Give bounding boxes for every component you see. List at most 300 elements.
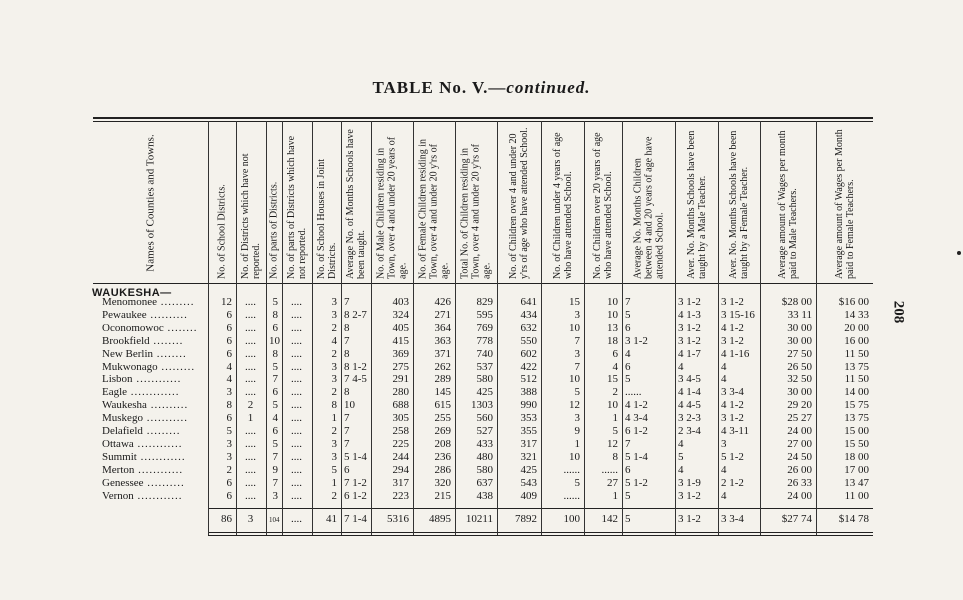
table-cell: 5 <box>678 450 684 463</box>
column-header <box>93 125 208 280</box>
table-cell: 10 <box>569 450 580 463</box>
table-cell: 8 <box>331 399 337 412</box>
table-cell: 3 <box>272 489 278 502</box>
column-header-text: No. of Children over 20 years of age who have attended School. <box>592 131 614 279</box>
table-cell: 3 15-16 <box>721 308 755 321</box>
table-cell: 262 <box>434 360 451 373</box>
table-cell: 4 <box>272 412 278 425</box>
table-cell: 637 <box>476 476 493 489</box>
table-cell: 5 1-2 <box>721 450 744 463</box>
table-cell: 7 <box>272 373 278 386</box>
leader-dots: ........ <box>163 321 198 334</box>
table-cell: .... <box>245 425 256 437</box>
table-cell: 4 <box>678 360 684 373</box>
table-cell: 5 <box>625 308 631 321</box>
table-cell: ...... <box>563 489 580 502</box>
table-cell: 2 <box>612 386 618 399</box>
table-cell: .... <box>291 347 302 360</box>
column-header-text: No. of Female Children residing in Town, over 4 and under 20 y'rs of age. <box>417 138 451 279</box>
table-cell: 26 33 <box>787 476 812 489</box>
table-cell: 4 <box>226 360 232 373</box>
table-cell: 1 <box>247 412 254 425</box>
table-cell: 3 4-5 <box>678 373 701 386</box>
table-cell: 5 <box>272 360 278 373</box>
table-cell: 8 <box>226 399 232 412</box>
column-header <box>236 125 266 280</box>
table-cell: 10 <box>344 399 355 412</box>
table-cell: .... <box>245 476 256 489</box>
table-cell: 26 50 <box>787 360 812 373</box>
table-cell: 4 <box>678 463 684 476</box>
table-cell: 236 <box>434 450 451 463</box>
table-cell: .... <box>291 425 302 437</box>
table-cell: 4 <box>331 334 337 347</box>
column-header <box>371 125 413 280</box>
leader-dots: ............ <box>133 437 183 450</box>
table-cell: 6 <box>344 463 350 476</box>
table-cell: 9 <box>574 425 580 437</box>
table-cell: 2 <box>331 321 337 334</box>
town-name: Genessee .......... <box>102 476 185 489</box>
table-cell: 7 <box>272 476 278 489</box>
table-cell: 8 <box>272 347 278 360</box>
table-cell: 1 <box>612 412 618 425</box>
table-cell: 641 <box>520 296 537 308</box>
column-header-text: Average No. Months Children between 4 and 20 years of age have attended School. <box>632 136 665 279</box>
table-cell: 2 <box>331 425 337 437</box>
table-cell: 4 1-2 <box>721 321 744 334</box>
table-cell: 8 <box>344 347 350 360</box>
table-cell: 4 1-3 <box>678 308 701 321</box>
table-cell: 4 3-11 <box>721 425 750 437</box>
table-cell: 4 <box>612 360 618 373</box>
table-cell: 13 75 <box>844 412 869 425</box>
table-cell: 7 <box>344 412 350 425</box>
table-cell: 15 <box>569 296 580 308</box>
table-cell: 4 4-5 <box>678 399 701 412</box>
table-cell: ...... <box>563 463 580 476</box>
table-cell: 632 <box>520 321 537 334</box>
table-cell: .... <box>245 386 256 399</box>
table-cell: 4 1-2 <box>721 399 744 412</box>
column-header <box>266 125 282 280</box>
table-cell: 4 <box>721 360 727 373</box>
town-name: Menomonee ......... <box>102 296 195 308</box>
town-name: Muskego ........... <box>102 412 188 425</box>
page-title <box>0 78 963 98</box>
table-top-rule-thin <box>93 121 873 122</box>
table-cell: 4 <box>721 489 727 502</box>
table-cell: 769 <box>476 321 493 334</box>
table-cell: 8 <box>272 308 278 321</box>
table-cell: 3 <box>574 347 580 360</box>
table-cell: 7 <box>344 425 350 437</box>
table-cell: 990 <box>520 399 537 412</box>
table-cell: .... <box>291 399 302 412</box>
table-cell: 2 <box>331 347 337 360</box>
table-cell: 7 <box>344 296 350 308</box>
table-cell: 5 <box>272 399 278 412</box>
total-cell: 100 <box>563 513 580 525</box>
total-cell: 10211 <box>465 513 493 525</box>
table-cell: 3 1-2 <box>721 412 744 425</box>
leader-dots: ......... <box>142 425 181 437</box>
table-cell: 3 1-2 <box>625 334 648 347</box>
table-cell: 3 <box>226 437 232 450</box>
leader-dots: .......... <box>146 399 189 412</box>
table-cell: 30 00 <box>787 334 812 347</box>
table-cell: .... <box>245 308 256 321</box>
town-name: Waukesha .......... <box>102 399 189 412</box>
table-cell: 208 <box>434 437 451 450</box>
table-cell: 27 00 <box>787 437 812 450</box>
column-header-text: Total No. of Children residing in Town, over 4 and under 20 y'rs of age. <box>459 143 493 279</box>
table-cell: 1 <box>574 437 580 450</box>
table-cell: 1 <box>612 489 618 502</box>
table-cell: $16 00 <box>838 296 869 308</box>
leader-dots: ............ <box>133 489 183 502</box>
town-name: New Berlin ........ <box>102 347 187 360</box>
table-cell: 225 <box>392 437 409 450</box>
table-cell: 6 <box>272 425 278 437</box>
table-cell: 145 <box>434 386 451 399</box>
page-number <box>888 292 908 332</box>
table-cell: 4 <box>678 437 684 450</box>
table-cell: 7 4-5 <box>344 373 367 386</box>
table-cell: 415 <box>392 334 409 347</box>
table-cell: 4 1-16 <box>721 347 750 360</box>
table-cell: 4 1-2 <box>625 399 648 412</box>
table-cell: 289 <box>434 373 451 386</box>
table-cell: 24 50 <box>787 450 812 463</box>
column-header <box>413 125 455 280</box>
table-cell: 388 <box>520 386 537 399</box>
table-cell: 4 <box>226 373 232 386</box>
table-cell: 14 00 <box>844 386 869 399</box>
table-cell: 3 1-2 <box>678 489 701 502</box>
column-header-text: Aver. No. Months Schools have been taught by a Male Teacher. <box>685 130 708 279</box>
column-header <box>282 125 312 280</box>
table-cell: .... <box>245 437 256 450</box>
table-cell: 560 <box>476 412 493 425</box>
table-cell: .... <box>291 321 302 334</box>
totals-bottom-rule-double <box>208 535 873 536</box>
table-cell: 15 <box>607 373 618 386</box>
table-cell: 6 <box>226 308 232 321</box>
table-cell: .... <box>245 296 256 308</box>
town-name: Oconomowoc ........ <box>102 321 198 334</box>
table-cell: 317 <box>520 437 537 450</box>
total-cell: .... <box>291 513 302 525</box>
table-cell: 3 <box>331 437 337 450</box>
table-cell: 5 <box>612 425 618 437</box>
table-cell: 7 <box>344 334 350 347</box>
table-cell: 320 <box>434 476 451 489</box>
county-name: WAUKESHA— <box>92 287 172 299</box>
town-name: Eagle ............. <box>102 386 180 399</box>
table-cell: 434 <box>520 308 537 321</box>
table-cell: 6 <box>226 412 232 425</box>
table-cell: 3 3-4 <box>721 386 744 399</box>
table-cell: 3 <box>331 360 337 373</box>
table-cell: 537 <box>476 360 493 373</box>
table-cell: 324 <box>392 308 409 321</box>
table-cell: 24 00 <box>787 425 812 437</box>
table-cell: 6 <box>625 360 631 373</box>
table-cell: 223 <box>392 489 409 502</box>
table-cell: 12 <box>221 296 232 308</box>
table-cell: 8 <box>612 450 618 463</box>
table-cell: 426 <box>434 296 451 308</box>
column-header-text: No. of School Districts. <box>216 183 228 279</box>
leader-dots: ............ <box>134 463 184 476</box>
table-cell: 10 <box>269 334 280 347</box>
table-cell: 1303 <box>471 399 493 412</box>
table-cell: .... <box>291 450 302 463</box>
table-cell: 7 <box>574 360 580 373</box>
table-cell: 286 <box>434 463 451 476</box>
total-cell: 4895 <box>429 513 451 525</box>
leader-dots: ......... <box>156 296 195 308</box>
table-cell: 7 <box>344 437 350 450</box>
total-cell: 41 <box>326 513 337 525</box>
table-cell: 740 <box>476 347 493 360</box>
table-cell: ...... <box>625 386 642 399</box>
table-cell: 269 <box>434 425 451 437</box>
table-cell: 527 <box>476 425 493 437</box>
table-cell: 8 2-7 <box>344 308 367 321</box>
table-cell: 5 1-2 <box>625 476 648 489</box>
table-cell: 12 <box>607 437 618 450</box>
table-cell: 24 00 <box>787 489 812 502</box>
table-cell: 10 <box>607 399 618 412</box>
table-cell: 2 <box>247 399 254 412</box>
town-name: Pewaukee .......... <box>102 308 188 321</box>
table-cell: 6 1-2 <box>625 425 648 437</box>
table-cell: 5 <box>625 489 631 502</box>
table-cell: 294 <box>392 463 409 476</box>
table-cell: 4 <box>721 463 727 476</box>
column-header-text: Aver. No. Months Schools have been taught by a Female Teacher. <box>728 130 750 279</box>
table-cell: 13 75 <box>844 360 869 373</box>
table-cell: 3 <box>331 308 337 321</box>
page-number-text: 208 <box>890 300 907 324</box>
total-cell: 7 1-4 <box>344 513 367 525</box>
table-cell: 580 <box>476 373 493 386</box>
table-cell: 403 <box>392 296 409 308</box>
table-cell: 258 <box>392 425 409 437</box>
table-cell: 3 <box>721 437 727 450</box>
table-cell: .... <box>291 308 302 321</box>
table-cell: 2 <box>226 463 232 476</box>
table-cell: 25 27 <box>787 412 812 425</box>
total-cell: $27 74 <box>781 513 812 525</box>
total-cell: 3 <box>247 513 254 525</box>
table-cell: .... <box>291 463 302 476</box>
leader-dots: ........ <box>153 347 187 360</box>
table-cell: 425 <box>520 463 537 476</box>
table-cell: 5 <box>331 463 337 476</box>
total-cell: 142 <box>601 513 618 525</box>
table-cell: 5 <box>574 386 580 399</box>
table-cell: 255 <box>434 412 451 425</box>
table-cell: 409 <box>520 489 537 502</box>
table-cell: 7 <box>574 334 580 347</box>
town-name: Brookfield ........ <box>102 334 184 347</box>
table-cell: .... <box>291 386 302 399</box>
table-cell: .... <box>245 489 256 502</box>
table-cell: 321 <box>520 450 537 463</box>
table-cell: 829 <box>476 296 493 308</box>
table-cell: .... <box>291 437 302 450</box>
table-cell: 11 50 <box>844 373 869 386</box>
table-cell: 3 <box>226 386 232 399</box>
table-cell: 1 <box>331 412 337 425</box>
column-header-text: No. of Children under 4 years of age who have attended School. <box>551 131 574 279</box>
column-header-text: No. of Children over 4 and under 20 y'rs of age who have attended School. <box>508 127 530 279</box>
table-cell: 3 1-2 <box>678 321 701 334</box>
table-cell: 7 <box>272 450 278 463</box>
table-cell: 30 00 <box>787 321 812 334</box>
table-cell: 688 <box>392 399 409 412</box>
table-cell: 3 <box>331 296 337 308</box>
table-cell: 5 <box>574 476 580 489</box>
table-cell: 3 1-2 <box>678 296 701 308</box>
column-header <box>312 125 341 280</box>
leader-dots: .......... <box>143 476 185 489</box>
table-cell: 18 <box>607 334 618 347</box>
table-cell: .... <box>245 347 256 360</box>
table-cell: 4 3-4 <box>625 412 648 425</box>
column-header <box>208 125 236 280</box>
title-continued: continued. <box>506 78 591 97</box>
table-cell: 291 <box>392 373 409 386</box>
table-cell: 2 <box>331 489 337 502</box>
leader-dots: ............ <box>132 373 182 386</box>
table-cell: 3 2-3 <box>678 412 701 425</box>
table-cell: 615 <box>434 399 451 412</box>
table-cell: 10 <box>607 308 618 321</box>
town-name: Delafield ......... <box>102 425 181 437</box>
table-cell: .... <box>291 334 302 347</box>
town-name: Ottawa ............ <box>102 437 183 450</box>
leader-dots: .......... <box>146 308 188 321</box>
table-cell: .... <box>291 476 302 489</box>
table-cell: 3 <box>574 412 580 425</box>
table-cell: 15 00 <box>844 425 869 437</box>
table-cell: 275 <box>392 360 409 373</box>
table-cell: 11 50 <box>844 347 869 360</box>
total-cell: 5 <box>625 513 631 525</box>
column-header <box>455 125 497 280</box>
table-cell: 4 <box>721 373 727 386</box>
table-cell: .... <box>291 412 302 425</box>
table-cell: 280 <box>392 386 409 399</box>
table-cell: 369 <box>392 347 409 360</box>
table-cell: 7 <box>625 437 631 450</box>
table-cell: 8 <box>344 321 350 334</box>
column-header-text: Average amount of Wages per Month paid to Female Teachers. <box>833 128 856 279</box>
table-cell: 26 00 <box>787 463 812 476</box>
table-cell: 2 1-2 <box>721 476 744 489</box>
table-cell: 8 1-2 <box>344 360 367 373</box>
table-cell: 6 1-2 <box>344 489 367 502</box>
table-cell: 3 <box>331 450 337 463</box>
table-cell: 3 <box>574 308 580 321</box>
table-cell: 6 <box>226 476 232 489</box>
table-cell: 778 <box>476 334 493 347</box>
table-cell: 12 <box>569 399 580 412</box>
table-cell: 27 50 <box>787 347 812 360</box>
table-cell: .... <box>245 450 256 463</box>
leader-dots: ............ <box>136 450 186 463</box>
table-cell: 2 <box>331 386 337 399</box>
total-cell: 3 3-4 <box>721 513 744 525</box>
table-top-rule <box>93 117 873 119</box>
total-cell: 3 1-2 <box>678 513 701 525</box>
table-cell: .... <box>245 334 256 347</box>
table-cell: 30 00 <box>787 386 812 399</box>
table-cell: 6 <box>625 321 631 334</box>
table-cell: .... <box>291 360 302 373</box>
table-cell: 422 <box>520 360 537 373</box>
table-cell: 8 <box>344 386 350 399</box>
table-cell: 4 1-7 <box>678 347 701 360</box>
table-cell: 10 <box>569 373 580 386</box>
town-name: Mukwonago ......... <box>102 360 196 373</box>
column-header-text: No. of parts of Districts. <box>268 181 280 279</box>
table-cell: 3 1-2 <box>721 296 744 308</box>
column-header-text: No. of Male Children residing in Town, over 4 and under 20 years of age. <box>375 136 409 279</box>
leader-dots: ........ <box>149 334 184 347</box>
column-header <box>497 125 541 280</box>
table-cell: .... <box>291 373 302 386</box>
table-cell: 595 <box>476 308 493 321</box>
column-header-text: Average No. of Months Schools have been taught. <box>345 128 367 279</box>
total-cell: 5316 <box>387 513 409 525</box>
table-cell: 7 <box>625 296 631 308</box>
table-cell: 3 1-9 <box>678 476 701 489</box>
table-cell: 5 <box>625 373 631 386</box>
table-cell: 3 1-2 <box>721 334 744 347</box>
total-cell: 86 <box>221 513 232 525</box>
table-cell: 6 <box>226 347 232 360</box>
table-cell: 433 <box>476 437 493 450</box>
table-cell: 271 <box>434 308 451 321</box>
table-cell: 17 00 <box>844 463 869 476</box>
table-cell: 353 <box>520 412 537 425</box>
table-cell: 33 11 <box>787 308 812 321</box>
table-cell: 3 <box>226 450 232 463</box>
table-cell: 16 00 <box>844 334 869 347</box>
column-header <box>622 125 675 280</box>
table-cell: 405 <box>392 321 409 334</box>
total-cell: 7892 <box>515 513 537 525</box>
table-cell: $28 00 <box>781 296 812 308</box>
table-cell: 5 1-4 <box>344 450 367 463</box>
column-header <box>341 125 371 280</box>
table-cell: 364 <box>434 321 451 334</box>
table-cell: 5 1-4 <box>625 450 648 463</box>
table-cell: 15 50 <box>844 437 869 450</box>
table-cell: .... <box>245 360 256 373</box>
table-cell: 425 <box>476 386 493 399</box>
column-header-text: Names of Counties and Towns. <box>144 133 156 272</box>
table-cell: 512 <box>520 373 537 386</box>
table-cell: 480 <box>476 450 493 463</box>
table-cell: 11 00 <box>844 489 869 502</box>
table-cell: 29 20 <box>787 399 812 412</box>
